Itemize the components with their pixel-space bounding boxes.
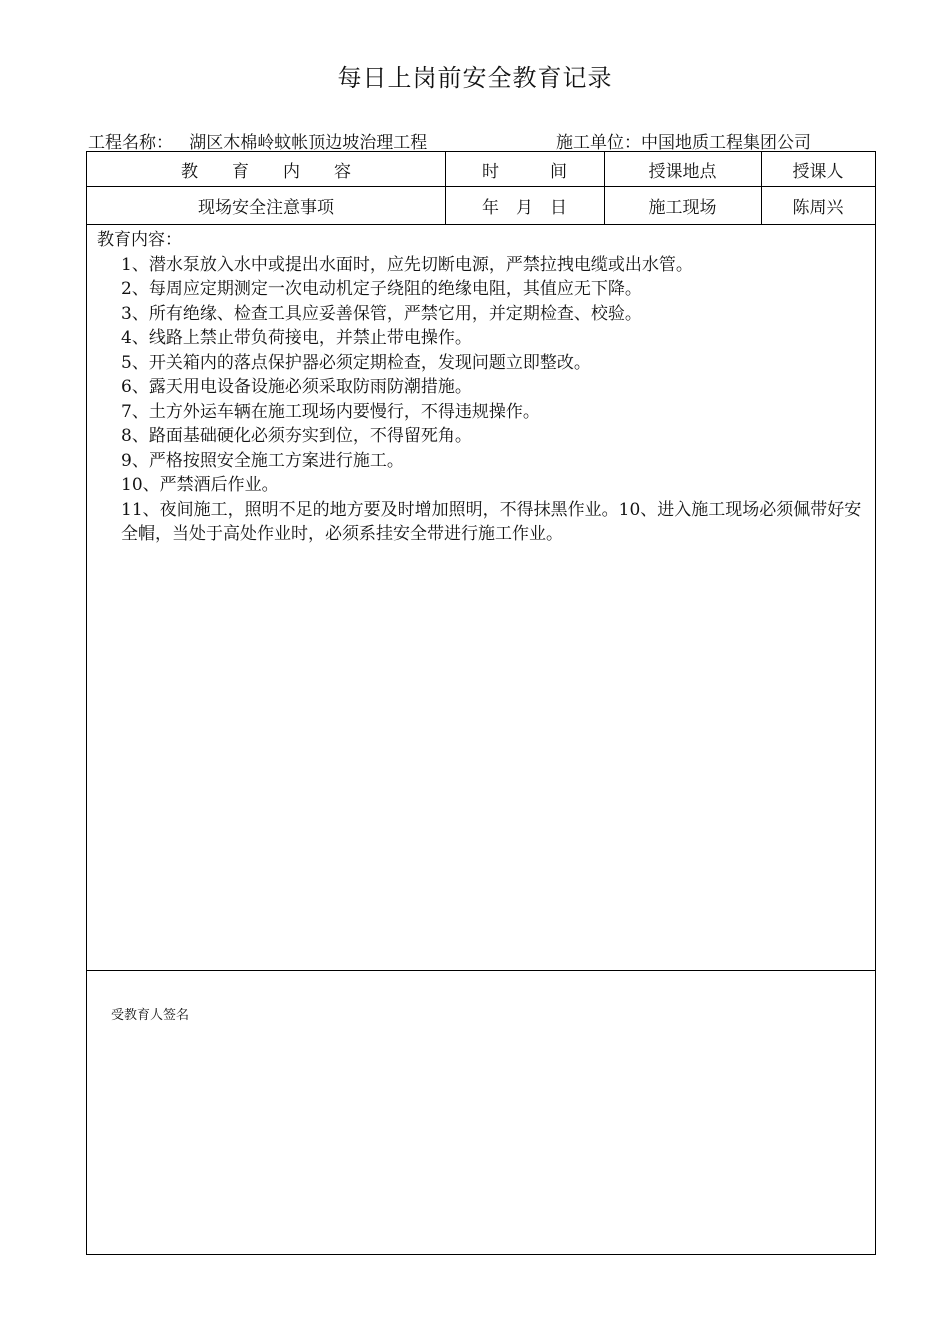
list-item: 3、所有绝缘、检查工具应妥善保管，严禁它用，并定期检查、校验。 [121,303,642,324]
project-info [88,128,427,153]
unit-label: 施工单位： [556,133,641,153]
row-location: 施工现场 [648,197,717,218]
unit-name: 中国地质工程集团公司 [641,133,811,153]
list-item: 9、严格按照安全施工方案进行施工。 [121,450,404,471]
list-item: 4、线路上禁止带负荷接电，并禁止带电操作。 [121,328,472,348]
row-content: 现场安全注意事项 [198,197,334,218]
content-heading: 教育内容： [97,230,182,250]
project-label: 工程名称： [88,133,173,153]
project-info-row [88,128,878,153]
row-lecturer: 陈周兴 [792,197,844,218]
list-item: 8、路面基础硬化必须夯实到位，不得留死角。 [121,426,472,446]
row-divider [87,224,875,225]
header-lecturer: 授课人 [792,161,844,182]
list-item: 1、潜水泵放入水中或提出水面时，应先切断电源，严禁拉拽电缆或出水管。 [121,254,693,275]
list-item: 7、土方外运车辆在施工现场内要慢行，不得违规操作。 [121,401,540,422]
list-item: 11、夜间施工，照明不足的地方要及时增加照明，不得抹黑作业。10、进入施工现场必须佩带好安全帽，当处于高处作业时，必须系挂安全带进行施工作业。 [121,499,862,544]
header-content: 教 育 内 容 [181,161,351,182]
document-title: 每日上岗前安全教育记录 [337,64,613,92]
list-item: 2、每周应定期测定一次电动机定子绕阻的绝缘电阻，其值应无下降。 [121,279,642,299]
signature-label: 受教育人签名 [111,1008,190,1023]
row-divider [87,970,875,971]
unit-info [556,128,811,153]
list-item: 10、严禁酒后作业。 [121,475,279,495]
project-name: 湖区木棉岭蚊帐顶边坡治理工程 [189,133,428,153]
record-table [86,151,876,1255]
education-content [97,228,872,547]
row-time: 年 月 日 [482,197,567,218]
header-time: 时 间 [482,161,567,182]
list-item: 5、开关箱内的落点保护器必须定期检查，发现问题立即整改。 [121,352,591,373]
header-location: 授课地点 [648,161,717,182]
list-item: 6、露天用电设备设施必须采取防雨防潮措施。 [121,377,472,397]
